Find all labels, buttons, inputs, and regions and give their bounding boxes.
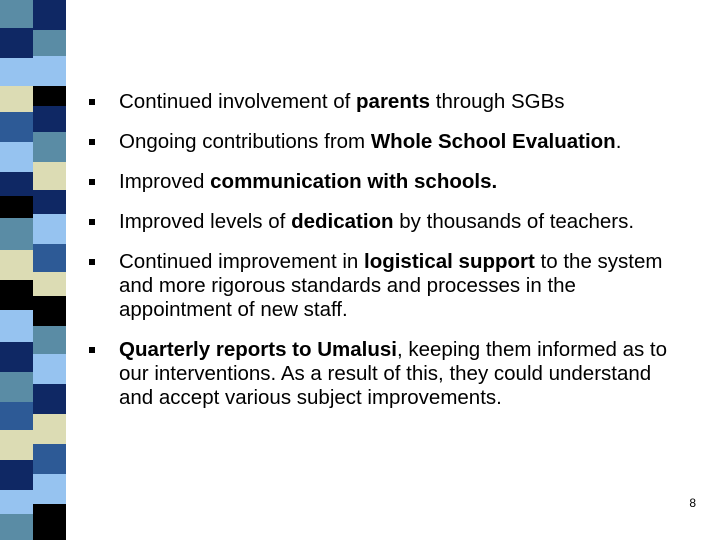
stripe-block xyxy=(33,474,66,504)
stripe-block xyxy=(33,384,66,414)
stripe-block xyxy=(0,250,33,280)
stripe-block xyxy=(33,56,66,86)
stripe-block xyxy=(0,0,33,28)
bullet-text: Continued involvement of parents through SGBs xyxy=(119,90,565,113)
stripe-block xyxy=(0,196,33,218)
stripe-block xyxy=(0,218,33,250)
stripe-block xyxy=(0,58,33,86)
bullet-text: Improved levels of dedication by thousands of teachers. xyxy=(119,210,635,233)
bullet-text: Quarterly reports to Umalusi, keeping them informed as to our interventions. As a result of this, they could understand and accept various subject improvements. xyxy=(119,338,668,409)
stripe-block xyxy=(33,0,66,30)
bullet-item xyxy=(86,338,686,410)
stripe-block xyxy=(0,514,33,540)
bullet-item xyxy=(86,210,686,234)
decorative-side-stripe xyxy=(0,0,66,540)
bullet-text: Continued improvement in logistical support to the system and more rigorous standards and processes in the appointment of new staff. xyxy=(119,250,663,321)
stripe-block xyxy=(33,86,66,106)
stripe-block xyxy=(0,490,33,514)
stripe-block xyxy=(33,30,66,56)
bullet-text: Ongoing contributions from Whole School Evaluation. xyxy=(119,130,622,153)
stripe-block xyxy=(0,112,33,142)
stripe-block xyxy=(0,430,33,460)
stripe-block xyxy=(0,460,33,490)
stripe-block xyxy=(33,354,66,384)
stripe-block xyxy=(33,414,66,444)
stripe-block xyxy=(33,132,66,162)
stripe-block xyxy=(33,296,66,326)
stripe-block xyxy=(33,190,66,214)
square-bullet-icon xyxy=(89,179,95,185)
stripe-block xyxy=(33,106,66,132)
stripe-block xyxy=(0,280,33,310)
stripe-block xyxy=(33,244,66,272)
stripe-block xyxy=(33,162,66,190)
bullet-item xyxy=(86,170,686,194)
bullet-item xyxy=(86,130,686,154)
bullet-item xyxy=(86,250,686,322)
slide-number: 8 xyxy=(689,496,696,510)
bullet-list xyxy=(86,90,686,410)
square-bullet-icon xyxy=(89,259,95,265)
bullet-item xyxy=(86,90,686,114)
stripe-block xyxy=(33,444,66,474)
square-bullet-icon xyxy=(89,99,95,105)
stripe-block xyxy=(0,28,33,58)
square-bullet-icon xyxy=(89,347,95,353)
stripe-block xyxy=(0,86,33,112)
stripe-block xyxy=(0,372,33,402)
stripe-block xyxy=(33,272,66,296)
bullet-text: Improved communication with schools. xyxy=(119,170,498,193)
square-bullet-icon xyxy=(89,219,95,225)
stripe-block xyxy=(33,326,66,354)
stripe-block xyxy=(0,342,33,372)
stripe-block xyxy=(0,142,33,172)
stripe-block xyxy=(33,214,66,244)
stripe-block xyxy=(0,402,33,430)
stripe-block xyxy=(33,504,66,540)
stripe-block xyxy=(0,310,33,342)
stripe-block xyxy=(0,172,33,196)
square-bullet-icon xyxy=(89,139,95,145)
